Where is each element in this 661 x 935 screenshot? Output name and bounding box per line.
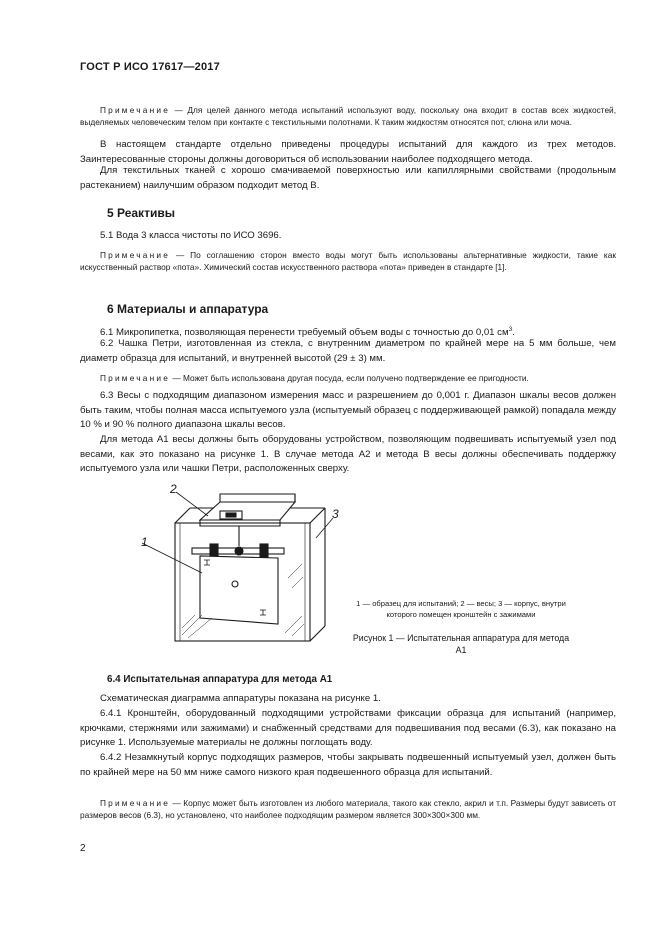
section-6-heading: 6 Материалы и аппаратура [107, 302, 269, 316]
clause-6-2 [80, 337, 616, 366]
clause-6-4-1 [80, 707, 616, 751]
note-label: Примечание [100, 105, 171, 115]
paragraph-method-a1 [80, 433, 616, 477]
note-water [80, 104, 616, 129]
test-specimen [200, 556, 278, 624]
note-text: — По соглашению сторон вместо воды могут быть использованы альтернативные жидкости, такие как искусственный раствор «пота». Химический состав искусственного раствора «пота» приведен в стандарте [1]. [80, 250, 616, 273]
callout-1: 1 [141, 535, 148, 549]
clause-text: 6.4.2 Незамкнутый корпус подходящих размеров, чтобы закрывать подвешенный испытуемый узел, должен быть по крайней мере на 50 мм ниже самого низкого края подвешенного образца для испытаний. [80, 752, 616, 778]
document-header: ГОСТ Р ИСО 17617—2017 [80, 61, 220, 73]
callout-3: 3 [332, 507, 339, 521]
section-5-heading: 5 Реактивы [107, 206, 175, 220]
figure-caption: Рисунок 1 — Испытательная аппаратура для метода А1 [352, 633, 570, 656]
note-reagents [80, 249, 616, 274]
clause-end: . [512, 327, 515, 339]
note-label: Примечание [100, 798, 171, 808]
clause-text: 6.4.1 Кронштейн, оборудованный подходящими устройствами фиксации образца для испытаний (например, крючками, стержнями или зажимами) и снабженный средствами для подвешивания под весами (6.3), как показано на рисунке 1. Используемые материалы не должны поглощать воду. [80, 708, 616, 749]
note-label: Примечание [100, 373, 171, 383]
note-label: Примечание [100, 250, 171, 260]
paragraph-methods [80, 138, 616, 167]
paragraph-text: Для метода А1 весы должны быть оборудованы устройством, позволяющим подвешивать испытуемый узел под весами, как это показано на рисунке 1. В случае метода А2 и метода В весы должны обеспечивать поддержку испытуемого узла или чашки Петри, расположенных сверху. [80, 434, 616, 475]
note-text: — Может быть использована другая посуда, если получено подтверждение ее пригодности. [170, 373, 529, 383]
clause-text: 6.1 Микропипетка, позволяющая перенести требуемый объем воды с точностью до 0,01 см [100, 327, 509, 339]
callout-2: 2 [170, 482, 177, 496]
note-text: — Для целей данного метода испытаний используют воду, поскольку она входит в состав всех жидкостей, выделяемых человеческим телом при контакте с текстильными полотнами. К таким жидкостям относятся пот, слюна или моча. [80, 105, 616, 128]
paragraph-text: Для текстильных тканей с хорошо смачиваемой поверхностью или капиллярными свойствами (продольным растеканием) наилучшим образом подходит метод В. [80, 165, 616, 191]
clause-text: 6.3 Весы с подходящим диапазоном измерения масс и разрешением до 0,001 г. Диапазон шкалы весов должен быть таким, чтобы полная масса испытуемого узла (испытуемый образец с поддерживающей рамкой) попадала между 10 % и 90 % полного диапазона шкалы весов. [80, 390, 616, 431]
balance [200, 494, 295, 526]
clause-6-4-2 [80, 751, 616, 780]
clause-6-3 [80, 389, 616, 433]
clause-5-1 [80, 229, 616, 244]
paragraph-text: В настоящем стандарте отдельно приведены процедуры испытаний для каждого из трех методов. Заинтересованные стороны должны договориться об использовании наиболее подходящего метода. [80, 139, 616, 165]
clause-text: 5.1 Вода 3 класса чистоты по ИСО 3696. [100, 230, 282, 241]
clause-text: 6.2 Чашка Петри, изготовленная из стекла, с внутренним диаметром по крайней мере на 5 мм больше, чем диаметр образца для испытаний, и внутренней высотой (29 ± 3) мм. [80, 338, 616, 364]
section-6-4-heading: 6.4 Испытательная аппаратура для метода А1 [107, 674, 333, 685]
page-number: 2 [80, 843, 86, 854]
note-text: — Корпус может быть изготовлен из любого материала, такого как стекло, акрил и т.п. Размеры будут зависеть от размеров весов (6.3), но установлено, что наиболее подходящим размером является 300×300×300 мм. [80, 798, 616, 821]
superscript: 3 [508, 326, 513, 333]
paragraph-method-b [80, 164, 616, 193]
figure-legend: 1 — образец для испытаний; 2 — весы; 3 — корпус, внутри которого помещен кронштейн с зажимами [356, 599, 566, 619]
figure-1-apparatus [120, 478, 350, 658]
clause-6-4-intro [80, 692, 616, 707]
clause-text: Схематическая диаграмма аппаратуры показана на рисунке 1. [100, 693, 381, 704]
note-dish [80, 372, 616, 384]
note-enclosure [80, 797, 616, 822]
